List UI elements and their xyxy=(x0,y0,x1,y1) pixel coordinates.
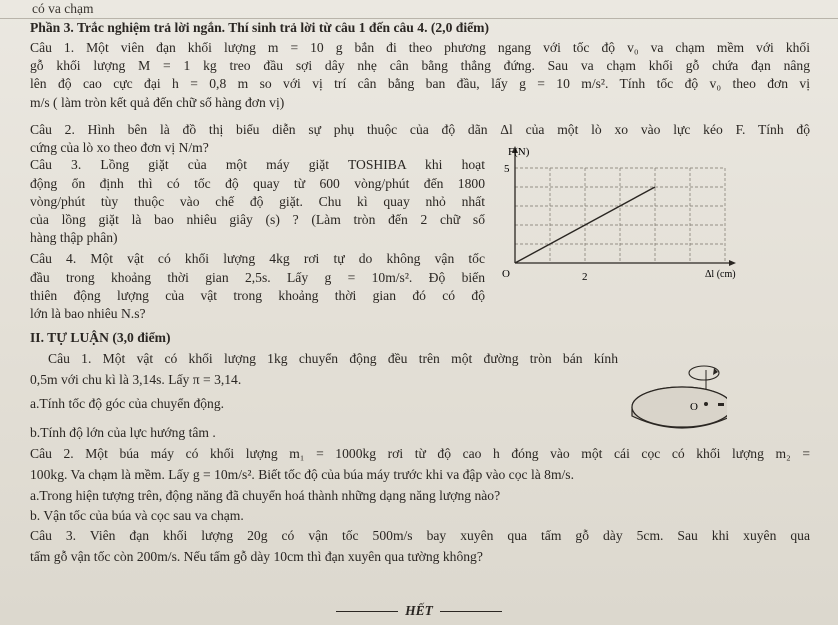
object-on-disk xyxy=(718,403,724,406)
essay-q2-line: Câu 2. Một búa máy có khối lượng m₁ = 1000kg rơi từ độ cao h đóng vào một cái cọc có khối lượng m₂ = xyxy=(30,446,810,461)
end-dash-right xyxy=(440,611,502,612)
rotating-disk-figure xyxy=(622,358,727,443)
disk-center-dot xyxy=(704,402,708,406)
x-axis-arrow xyxy=(729,260,736,266)
end-marker xyxy=(0,603,838,619)
force-extension-graph xyxy=(492,143,742,293)
essay-q2-line: a.Trong hiện tượng trên, động năng đã chuyển hoá thành những dạng năng lượng nào? xyxy=(30,488,501,503)
q3-line: của lồng giặt là bao nhiêu giây (s) ? (Làm tròn đến 2 chữ số xyxy=(30,212,485,227)
q1-line: m/s ( làm tròn kết quả đến chữ số hàng đơn vị) xyxy=(30,95,285,110)
q2-line: Câu 2. Hình bên là đồ thị biểu diễn sự phụ thuộc của độ dãn Δl của một lò xo vào lực kéo F. Tính độ xyxy=(30,122,810,137)
essay-q2-line: b. Vận tốc của búa và cọc sau va chạm. xyxy=(30,508,244,523)
disk-center-label: O xyxy=(690,401,698,413)
origin-label: O xyxy=(502,268,510,280)
q1-line: gỗ khối lượng M = 1 kg treo đầu sợi dây nhẹ cân bằng thẳng đứng. Sau va chạm khối gỗ chứa đạn nâng xyxy=(30,58,810,73)
q3-line: Câu 3. Lồng giặt của một máy giặt TOSHIBA khi hoạt xyxy=(30,157,485,172)
x-axis-label: Δl (cm) xyxy=(705,269,736,280)
q4-line: thiên động lượng của vật trong khoảng thời gian đó có độ xyxy=(30,288,485,303)
q4-line: lớn là bao nhiêu N.s? xyxy=(30,306,146,321)
end-text: HẾT xyxy=(405,603,433,618)
q3-line: động ổn định thì có tốc độ quay từ 600 vòng/phút đến 1800 xyxy=(30,176,485,191)
disk-top xyxy=(632,387,727,427)
essay-q1-line: Câu 1. Một vật có khối lượng 1kg chuyển động đều trên một đường tròn bán kính xyxy=(48,351,618,366)
q2-line: cứng của lò xo theo đơn vị N/m? xyxy=(30,140,209,155)
q3-line: hàng thập phân) xyxy=(30,230,118,245)
essay-q1-line: a.Tính tốc độ góc của chuyển động. xyxy=(30,396,225,411)
part3-heading: Phần 3. Trắc nghiệm trả lời ngắn. Thí sinh trả lời từ câu 1 đến câu 4. (2,0 điểm) xyxy=(30,20,490,35)
q3-line: vòng/phút tùy thuộc vào chế độ giặt. Chu kì quay nhỏ nhất xyxy=(30,194,485,209)
essay-q1-line: 0,5m với chu kì là 3,14s. Lấy π = 3,14. xyxy=(30,372,242,387)
x-tick-label: 2 xyxy=(582,271,588,283)
graph-grid xyxy=(515,168,725,263)
essay-q3-line: tấm gỗ vận tốc còn 200m/s. Nếu tấm gỗ dày 10cm thì đạn xuyên qua tường không? xyxy=(30,549,483,564)
top-divider xyxy=(0,18,838,19)
q1-line: Câu 1. Một viên đạn khối lượng m = 10 g bắn đi theo phương ngang với tốc độ v₀ va chạm mềm với khối xyxy=(30,40,810,55)
part2-heading: II. TỰ LUẬN (3,0 điểm) xyxy=(30,330,171,345)
q4-line: Câu 4. Một vật có khối lượng 4kg rơi tự do không vận tốc xyxy=(30,251,485,266)
y-axis-label: F(N) xyxy=(508,146,530,158)
q1-line: lên độ cao cực đại h = 0,8 m so với vị trí cân bằng ban đầu, lấy g = 10 m/s². Tính tốc độ v₀ theo đơn vị xyxy=(30,76,810,91)
essay-q2-line: 100kg. Va chạm là mềm. Lấy g = 10m/s². Biết tốc độ của búa máy trước khi va đập vào cọc là 8m/s. xyxy=(30,467,574,482)
header-fragment: có va chạm xyxy=(32,1,94,16)
essay-q3-line: Câu 3. Viên đạn khối lượng 20g có vận tốc 500m/s bay xuyên qua tấm gỗ dày 5cm. Sau khi xuyên qua xyxy=(30,528,810,543)
y-tick-label: 5 xyxy=(504,163,510,175)
q4-line: đầu trong khoảng thời gian 2,5s. Lấy g = 10m/s². Độ biến xyxy=(30,270,485,285)
end-dash-left xyxy=(336,611,398,612)
essay-q1-line: b.Tính độ lớn của lực hướng tâm . xyxy=(30,425,216,440)
